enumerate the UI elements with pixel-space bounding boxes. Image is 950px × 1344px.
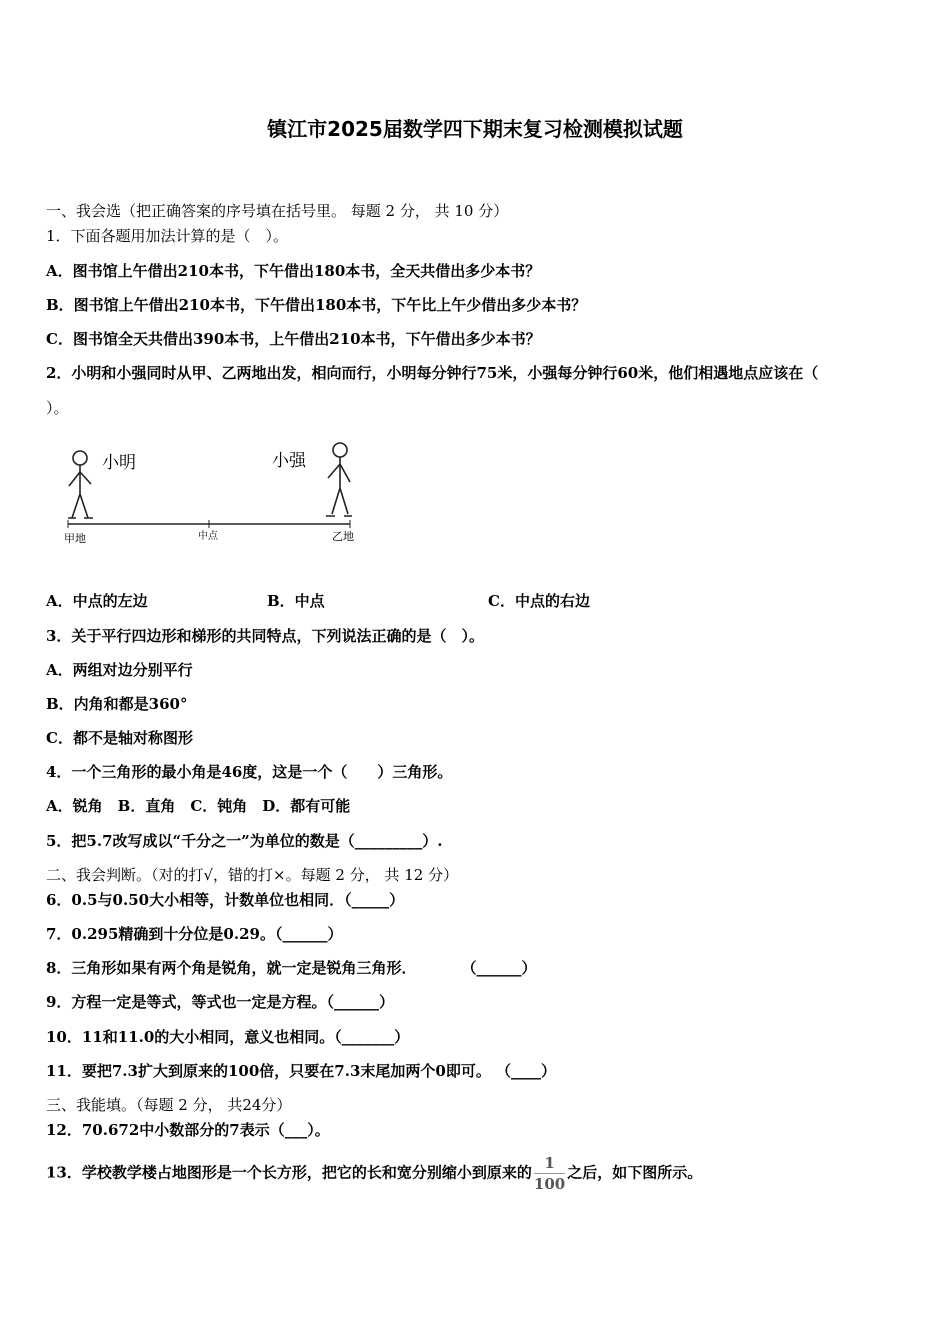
question-13-text: 13．学校教学楼占地图形是一个长方形，把它的长和宽分别缩小到原来的 xyxy=(46,1163,532,1182)
question-2-cont: ）。 xyxy=(46,399,69,417)
question-6: 6．0.5与0.50大小相等，计数单位也相同．（_____） xyxy=(46,891,405,909)
xiaoqiang-label: 小强 xyxy=(272,451,306,471)
section-1-heading: 一、我会选（把正确答案的序号填在括号里。 每题 2 分， 共 10 分） xyxy=(46,202,509,220)
question-1: 1．下面各题用加法计算的是（ ）。 xyxy=(46,227,289,245)
question-3: 3．关于平行四边形和梯形的共同特点，下列说法正确的是（ ）。 xyxy=(46,627,484,645)
question-3-option-a: A．两组对边分别平行 xyxy=(46,661,193,679)
fraction xyxy=(534,1153,565,1194)
section-2-heading: 二、我会判断。（对的打√，错的打×。每题 2 分， 共 12 分） xyxy=(46,866,459,884)
question-9: 9．方程一定是等式，等式也一定是方程。（______） xyxy=(46,993,394,1011)
question-2: 2．小明和小强同时从甲、乙两地出发，相向而行，小明每分钟行75米，小强每分钟行60米，他们相遇地点应该在（ xyxy=(46,364,819,382)
question-10: 10．11和11.0的大小相同，意义也相同。（_______） xyxy=(46,1028,410,1046)
fraction-numerator: 1 xyxy=(534,1153,565,1174)
question-8: 8．三角形如果有两个角是锐角，就一定是锐角三角形． （______） xyxy=(46,959,537,977)
question-13 xyxy=(46,1153,702,1194)
question-2-option-b: B．中点 xyxy=(267,592,325,610)
xiaoming-figure xyxy=(68,451,93,518)
start-label: 甲地 xyxy=(64,532,86,545)
question-1-option-b: B．图书馆上午借出210本书，下午借出180本书，下午比上午少借出多少本书？ xyxy=(46,296,587,314)
question-3-option-c: C．都不是轴对称图形 xyxy=(46,729,193,747)
mid-label: 中点 xyxy=(198,531,218,542)
page-title: 镇江市2025届数学四下期末复习检测模拟试题 xyxy=(267,117,683,141)
xiaoming-label: 小明 xyxy=(102,453,136,473)
question-11: 11．要把7.3扩大到原来的100倍，只要在7.3末尾加两个0即可。 （____） xyxy=(46,1062,557,1080)
question-4: 4．一个三角形的最小角是46度，这是一个（ ）三角形。 xyxy=(46,763,453,781)
question-3-option-b: B．内角和都是360° xyxy=(46,695,188,713)
question-1-option-a: A．图书馆上午借出210本书，下午借出180本书，全天共借出多少本书？ xyxy=(46,262,541,280)
question-7: 7．0.295精确到十分位是0.29。（______） xyxy=(46,925,343,943)
question-1-option-c: C．图书馆全天共借出390本书，上午借出210本书，下午借出多少本书？ xyxy=(46,330,541,348)
question-2-option-c: C．中点的右边 xyxy=(488,592,590,610)
fraction-denominator: 100 xyxy=(533,1175,566,1193)
end-label: 乙地 xyxy=(332,530,354,543)
question-12: 12．70.672中小数部分的7表示（___）。 xyxy=(46,1121,330,1139)
meeting-illustration xyxy=(60,436,360,551)
question-2-options xyxy=(46,591,590,611)
xiaoqiang-figure xyxy=(326,443,352,516)
question-2-option-a: A．中点的左边 xyxy=(46,592,148,610)
section-3-heading: 三、我能填。（每题 2 分， 共24分） xyxy=(46,1096,292,1114)
question-5: 5．把5.7改写成以“千分之一”为单位的数是（_________）. xyxy=(46,832,443,850)
question-4-options: A．锐角 B．直角 C．钝角 D．都有可能 xyxy=(46,797,351,815)
question-13-text-end: 之后，如下图所示。 xyxy=(567,1163,703,1182)
